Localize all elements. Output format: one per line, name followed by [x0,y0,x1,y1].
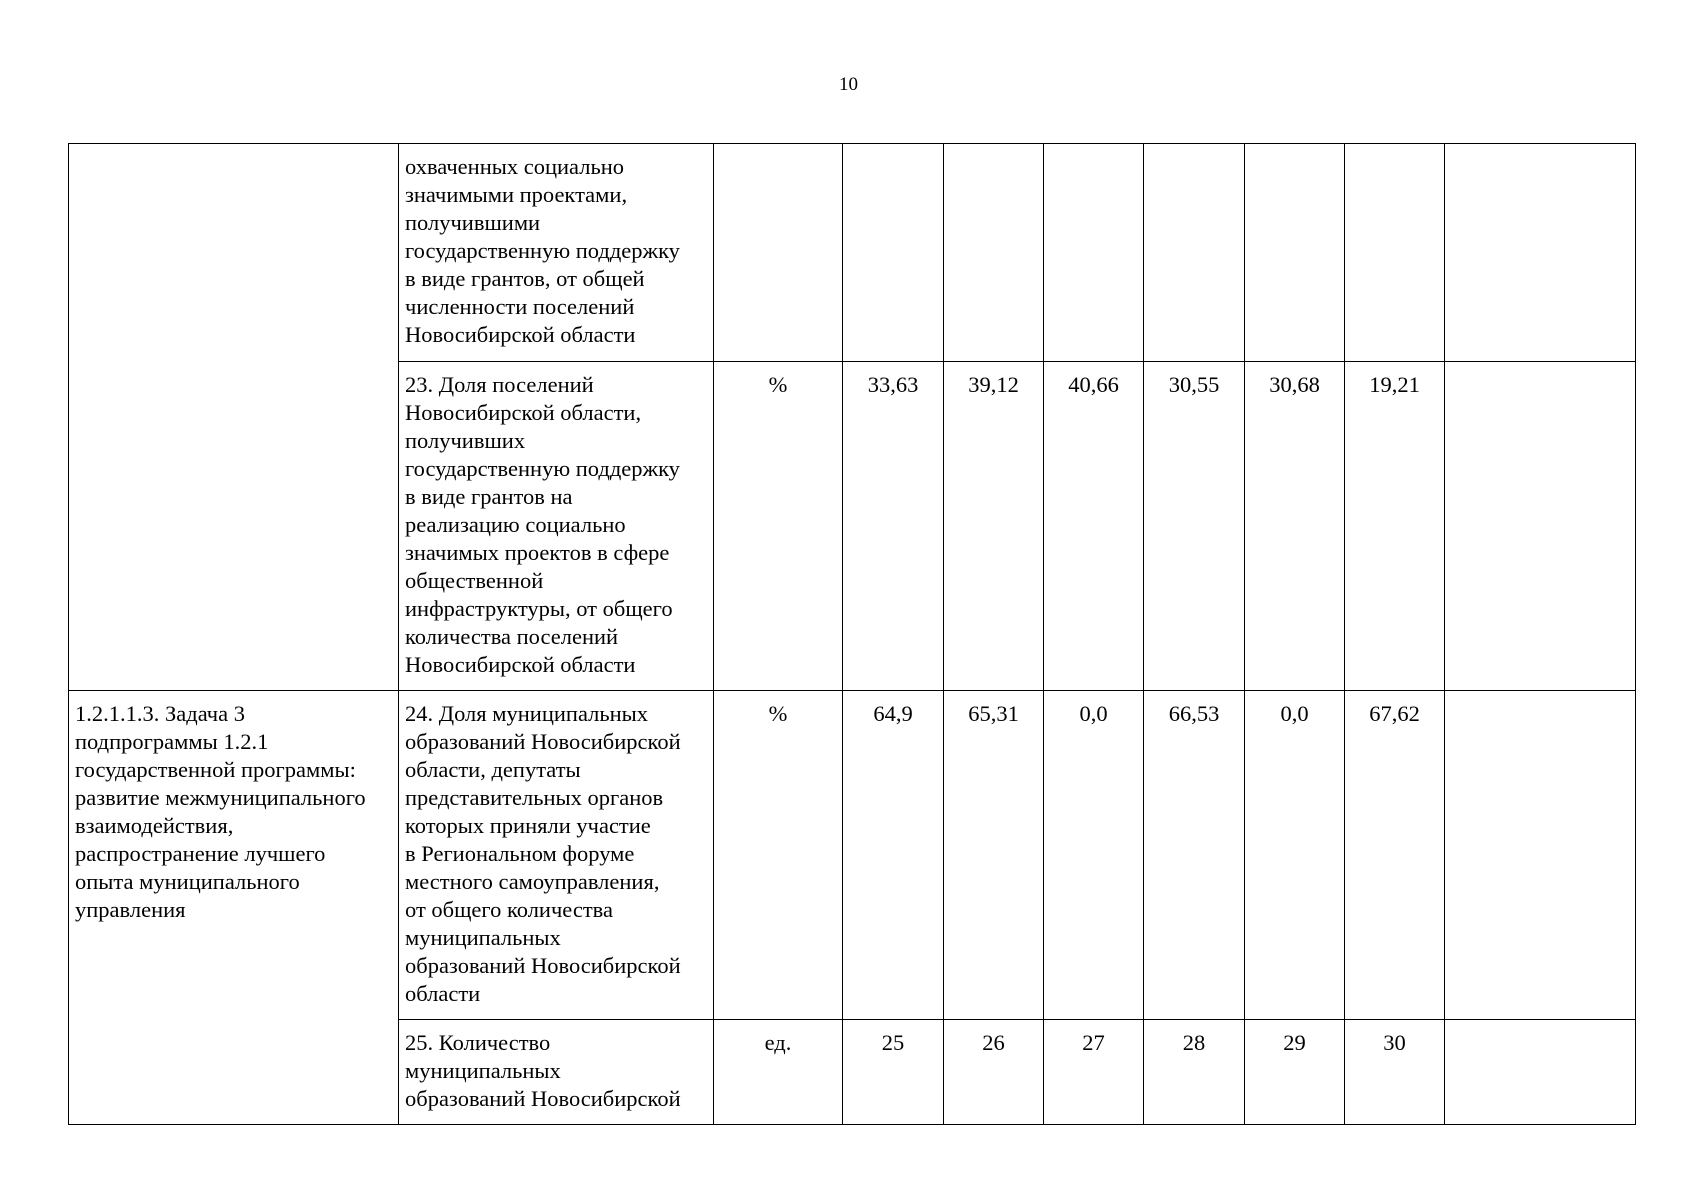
indicator-text-line: получивших [405,428,526,453]
value-cell [1144,144,1245,362]
task-text-line: государственной программы: [75,757,356,782]
indicator-text-line: Новосибирской области [405,322,636,347]
indicator-text-line: Новосибирской области [405,652,636,677]
value-cell: 39,12 [944,362,1044,691]
value-cell: 30,55 [1144,362,1245,691]
indicator-text-line: представительных органов [405,785,664,810]
value-cell: 25 [843,1020,944,1125]
task-cell [69,144,399,691]
value-cell: 19,21 [1345,362,1445,691]
task-text-line: распространение лучшего [75,841,326,866]
note-cell [1445,1020,1636,1125]
table-row [69,144,1636,362]
indicator-text-line: которых приняли участие [405,813,651,838]
indicator-cell [399,144,714,362]
value-cell: 30 [1345,1020,1445,1125]
indicator-text-line: охваченных социально [405,154,625,179]
indicator-text-line: муниципальных [405,1058,561,1083]
page-number: 10 [839,74,858,95]
task-text-line: развитие межмуниципального [75,785,366,810]
task-text-line: управления [75,897,186,922]
indicator-text-line: Новосибирской области, [405,400,642,425]
indicator-text-line: в виде грантов, от общей [405,266,645,291]
indicator-cell [399,691,714,1020]
indicator-text-line: местного самоуправления, [405,869,660,894]
indicator-text-line: реализацию социально [405,512,626,537]
indicator-text-line: 24. Доля муниципальных [405,701,649,726]
indicator-cell [399,1020,714,1125]
value-cell: 65,31 [944,691,1044,1020]
indicator-text-line: области, депутаты [405,757,581,782]
indicator-text-line: получившими [405,210,541,235]
indicator-text-line: образований Новосибирской [405,729,681,754]
indicator-cell [399,362,714,691]
indicators-table [68,143,1636,1125]
indicator-text-line: образований Новосибирской [405,953,681,978]
value-cell: 30,68 [1245,362,1345,691]
indicator-text-line: в Региональном форуме [405,841,635,866]
indicator-text-line: в виде грантов на [405,484,573,509]
value-cell: 0,0 [1245,691,1345,1020]
indicator-text-line: муниципальных [405,925,561,950]
indicator-text-line: 23. Доля поселений [405,372,594,397]
indicator-text-line: численности поселений [405,294,635,319]
indicator-text-line: государственную поддержку [405,456,680,481]
indicator-text-line: значимых проектов в сфере [405,540,670,565]
indicator-text-line: инфраструктуры, от общего [405,596,673,621]
indicator-text-line: общественной [405,568,544,593]
value-cell [1245,144,1345,362]
value-cell [1345,144,1445,362]
note-cell [1445,691,1636,1020]
note-cell [1445,144,1636,362]
indicator-text-line: количества поселений [405,624,619,649]
unit-cell [714,144,843,362]
value-cell: 26 [944,1020,1044,1125]
task-text-line: взаимодействия, [75,813,234,838]
value-cell: 0,0 [1044,691,1144,1020]
task-text-line: подпрограммы 1.2.1 [75,729,269,754]
task-text-line: 1.2.1.1.3. Задача 3 [75,701,245,726]
indicator-text-line: от общего количества [405,897,613,922]
value-cell [944,144,1044,362]
value-cell: 27 [1044,1020,1144,1125]
value-cell: 64,9 [843,691,944,1020]
table-row [69,691,1636,1020]
indicator-text-line: 25. Количество [405,1030,551,1055]
value-cell: 40,66 [1044,362,1144,691]
table-body [69,144,1636,1125]
indicator-text-line: значимыми проектами, [405,182,628,207]
value-cell: 67,62 [1345,691,1445,1020]
value-cell: 33,63 [843,362,944,691]
value-cell: 28 [1144,1020,1245,1125]
value-cell [1044,144,1144,362]
task-cell [69,691,399,1125]
value-cell: 66,53 [1144,691,1245,1020]
note-cell [1445,362,1636,691]
value-cell: 29 [1245,1020,1345,1125]
value-cell [843,144,944,362]
unit-cell: % [714,691,843,1020]
unit-cell: % [714,362,843,691]
unit-cell: ед. [714,1020,843,1125]
task-text-line: опыта муниципального [75,869,300,894]
indicator-text-line: области [405,981,481,1006]
indicator-text-line: образований Новосибирской [405,1086,681,1111]
indicator-text-line: государственную поддержку [405,238,680,263]
